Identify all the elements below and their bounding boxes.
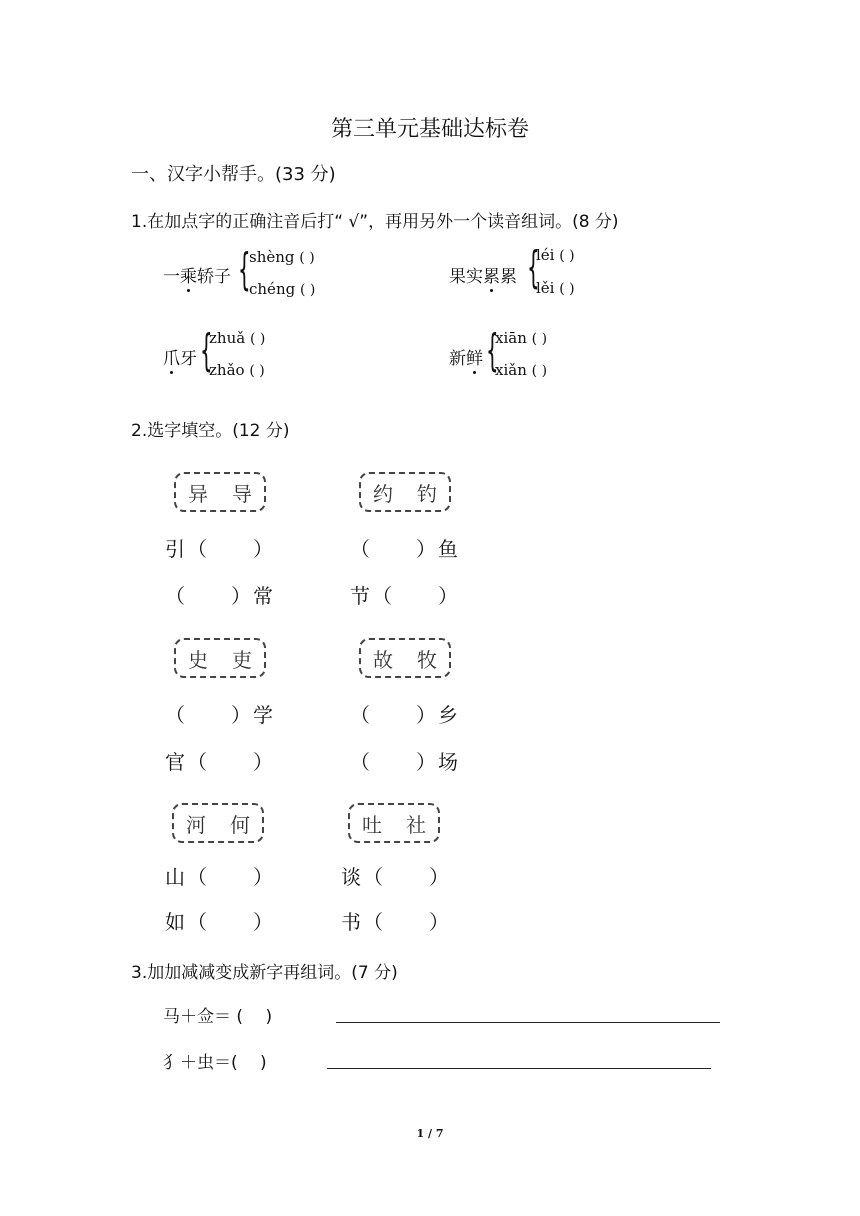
char-choice-box: 河 何 <box>172 803 264 843</box>
answer-line[interactable] <box>327 1068 711 1069</box>
brace-icon: { <box>527 242 540 293</box>
pinyin-option: lěi ( ) <box>536 279 575 297</box>
answer-line[interactable] <box>336 1022 720 1023</box>
q1-word <box>449 344 483 369</box>
pinyin-option: xiān ( ) <box>495 329 548 347</box>
q1-word <box>163 262 231 287</box>
answer-paren[interactable]: ( ) <box>531 331 548 347</box>
equation-2: 犭＋虫＝( ) <box>163 1053 267 1073</box>
brace-icon: { <box>486 325 499 376</box>
pinyin-option: zhuǎ ( ) <box>209 329 266 347</box>
fill-blank[interactable]: （ ）学 <box>165 703 275 727</box>
fill-blank[interactable]: 引（ ） <box>165 537 275 561</box>
brace-icon: { <box>238 244 251 295</box>
char-choice-box: 故 牧 <box>359 638 451 678</box>
answer-paren[interactable]: ( ) <box>249 331 266 347</box>
question-2-label: 2.选字填空。(12 分) <box>131 421 290 441</box>
question-1-label: 1.在加点字的正确注音后打“ √”，再用另外一个读音组词。(8 分) <box>131 212 619 232</box>
answer-paren[interactable]: ( ) <box>531 363 548 379</box>
answer-paren[interactable]: ( ) <box>249 363 265 379</box>
fill-blank[interactable]: （ ）常 <box>165 584 275 608</box>
fill-blank[interactable]: 节（ ） <box>350 584 460 608</box>
dotted-char: 累 <box>483 262 500 287</box>
answer-paren[interactable]: ( ) <box>559 281 575 297</box>
word-suffix: 牙 <box>180 349 197 369</box>
pinyin-option: shèng ( ) <box>249 248 315 266</box>
word-suffix: 累 <box>500 267 517 287</box>
char-choice-box: 史 吏 <box>174 638 266 678</box>
dotted-char: 鲜 <box>466 344 483 369</box>
char-choice-box: 异 导 <box>174 472 266 512</box>
dotted-char: 爪 <box>163 344 180 369</box>
section-heading: 一、汉字小帮手。(33 分) <box>131 164 336 185</box>
word-prefix: 一 <box>163 267 180 287</box>
answer-paren[interactable]: ( ) <box>299 282 316 298</box>
word-prefix: 果实 <box>449 267 483 287</box>
pinyin-option: zhǎo ( ) <box>209 361 265 379</box>
answer-paren[interactable]: ( ) <box>559 248 575 264</box>
fill-blank[interactable]: 山（ ） <box>165 865 275 889</box>
fill-blank[interactable]: （ ）鱼 <box>350 537 460 561</box>
page-title: 第三单元基础达标卷 <box>330 117 529 142</box>
char-choice-box: 吐 社 <box>348 803 440 843</box>
fill-blank[interactable]: （ ）乡 <box>350 703 460 727</box>
dotted-char: 乘 <box>180 262 197 287</box>
answer-paren[interactable]: ( ) <box>299 250 315 266</box>
fill-blank[interactable]: （ ）场 <box>350 750 460 774</box>
question-3-label: 3.加加减减变成新字再组词。(7 分) <box>131 963 398 983</box>
word-suffix: 轿子 <box>197 267 231 287</box>
word-prefix: 新 <box>449 349 466 369</box>
fill-blank[interactable]: 如（ ） <box>165 910 275 934</box>
fill-blank[interactable]: 谈（ ） <box>341 865 451 889</box>
page-number: 1 / 7 <box>416 1127 444 1140</box>
q1-word <box>449 262 517 287</box>
q1-word <box>163 344 197 369</box>
pinyin-option: léi ( ) <box>536 246 575 264</box>
fill-blank[interactable]: 官（ ） <box>165 750 275 774</box>
brace-icon: { <box>200 325 213 376</box>
fill-blank[interactable]: 书（ ） <box>341 910 451 934</box>
equation-1: 马＋佥＝ ( ) <box>163 1007 273 1027</box>
char-choice-box: 约 钓 <box>359 472 451 512</box>
pinyin-option: xiǎn ( ) <box>495 361 548 379</box>
pinyin-option: chéng ( ) <box>249 280 316 298</box>
